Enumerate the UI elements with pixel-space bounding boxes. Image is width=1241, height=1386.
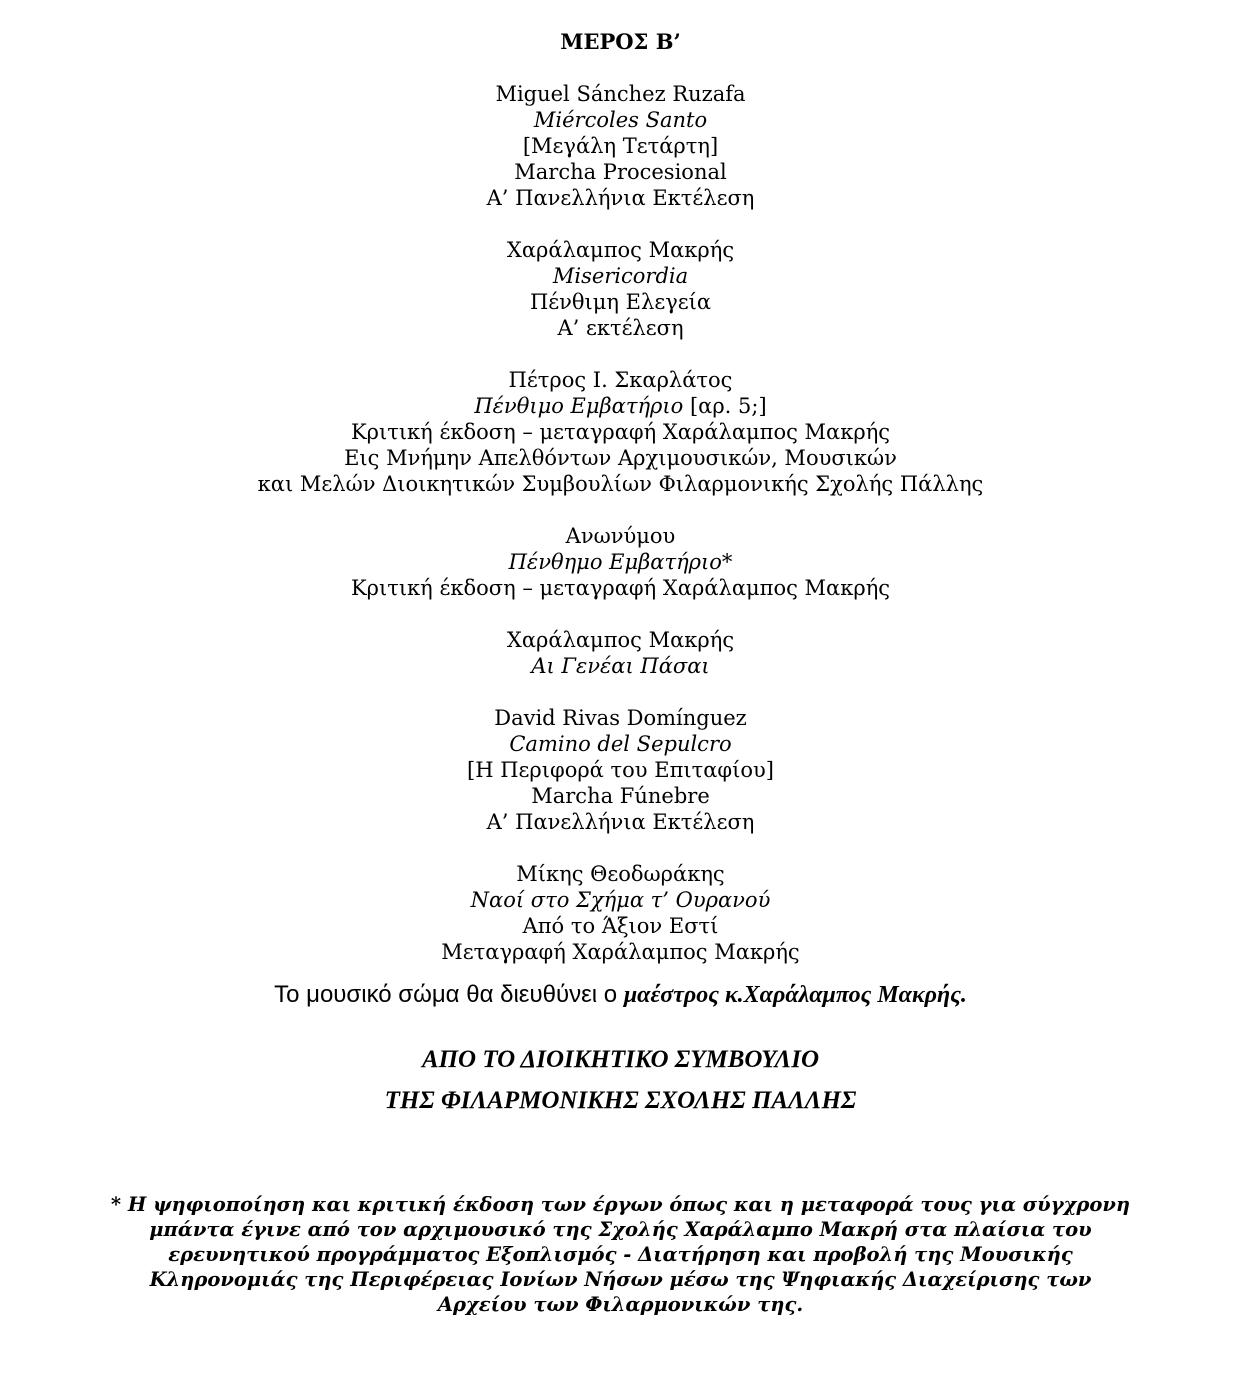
composer-name: Χαράλαμπος Μακρής xyxy=(506,628,735,652)
program-item xyxy=(0,367,1241,497)
composer-name: Χαράλαμπος Μακρής xyxy=(506,238,735,262)
piece-detail: Κριτική έκδοση – μεταγραφή Χαράλαμπος Μακρής xyxy=(350,420,891,444)
program-item xyxy=(0,861,1241,965)
program-item xyxy=(0,705,1241,835)
footnote-line: * Η ψηφιοποίηση και κριτική έκδοση των έργων όπως και η μεταφορά τους για σύγχρονη xyxy=(110,1193,1131,1216)
program-item xyxy=(0,627,1241,679)
piece-title: Miércoles Santo xyxy=(533,108,708,132)
piece-title: Πένθημο Εμβατήριο* xyxy=(508,550,733,574)
piece-detail: και Μελών Διοικητικών Συμβουλίων Φιλαρμονικής Σχολής Πάλλης xyxy=(257,472,984,496)
piece-detail: Πένθιμη Ελεγεία xyxy=(529,290,712,314)
piece-title: Αι Γενέαι Πάσαι xyxy=(531,654,710,678)
piece-detail: Α’ Πανελλήνια Εκτέλεση xyxy=(486,186,755,210)
program-item xyxy=(0,81,1241,211)
footnote xyxy=(100,1192,1141,1317)
conductor-name: μαέστρος κ.Χαράλαμπος Μακρής. xyxy=(623,982,967,1008)
program-item xyxy=(0,237,1241,341)
section-title: ΜΕΡΟΣ Β’ xyxy=(560,29,681,54)
composer-name: David Rivas Domínguez xyxy=(494,706,747,730)
footnote-line: ερευνητικού προγράμματος Εξοπλισμός - Διατήρηση και προβολή της Μουσικής xyxy=(168,1243,1073,1266)
piece-detail: Εις Μνήμην Απελθόντων Αρχιμουσικών, Μουσικών xyxy=(344,446,897,470)
piece-detail: Από το Άξιον Εστί xyxy=(522,914,719,938)
program-item xyxy=(0,523,1241,601)
program-list xyxy=(0,81,1241,965)
piece-title: Ναοί στο Σχήμα τ’ Ουρανού xyxy=(470,888,771,912)
piece-title: Camino del Sepulcro xyxy=(509,732,732,756)
piece-detail: Marcha Procesional xyxy=(514,160,727,184)
piece-title-line xyxy=(0,393,1241,419)
conductor-note xyxy=(0,980,1241,1010)
board-signature-line-2: ΤΗΣ ΦΙΛΑΡΜΟΝΙΚΗΣ ΣΧΟΛΗΣ ΠΑΛΛΗΣ xyxy=(384,1087,857,1114)
piece-title: Πένθιμο Εμβατήριο xyxy=(474,394,684,418)
composer-name: Ανωνύμου xyxy=(565,524,676,548)
footnote-line: μπάντα έγινε από τον αρχιμουσικό της Σχολής Χαράλαμπο Μακρή στα πλαίσια του xyxy=(149,1218,1092,1241)
piece-detail: [Η Περιφορά του Επιταφίου] xyxy=(467,758,774,782)
footnote-line: Αρχείου των Φιλαρμονικών της. xyxy=(437,1293,804,1316)
composer-name: Miguel Sánchez Ruzafa xyxy=(495,82,746,106)
conductor-prefix: Το μουσικό σώμα θα διευθύνει ο xyxy=(274,981,624,1008)
piece-detail: Κριτική έκδοση – μεταγραφή Χαράλαμπος Μακρής xyxy=(350,576,891,600)
piece-detail: Marcha Fúnebre xyxy=(531,784,710,808)
piece-title: Misericordia xyxy=(552,264,689,288)
piece-number: [αρ. 5;] xyxy=(683,394,767,418)
piece-detail: Α’ Πανελλήνια Εκτέλεση xyxy=(486,810,755,834)
composer-name: Πέτρος Ι. Σκαρλάτος xyxy=(508,368,733,392)
piece-detail: Α’ εκτέλεση xyxy=(557,316,684,340)
piece-detail: Μεταγραφή Χαράλαμπος Μακρής xyxy=(441,940,800,964)
footnote-line: Κληρονομιάς της Περιφέρειας Ιονίων Νήσων μέσω της Ψηφιακής Διαχείρισης των xyxy=(149,1268,1092,1291)
piece-detail: [Μεγάλη Τετάρτη] xyxy=(522,134,719,158)
composer-name: Μίκης Θεοδωράκης xyxy=(516,862,725,886)
board-signature-line-1: ΑΠΟ ΤΟ ΔΙΟΙΚΗΤΙΚΟ ΣΥΜΒΟΥΛΙΟ xyxy=(421,1046,820,1073)
